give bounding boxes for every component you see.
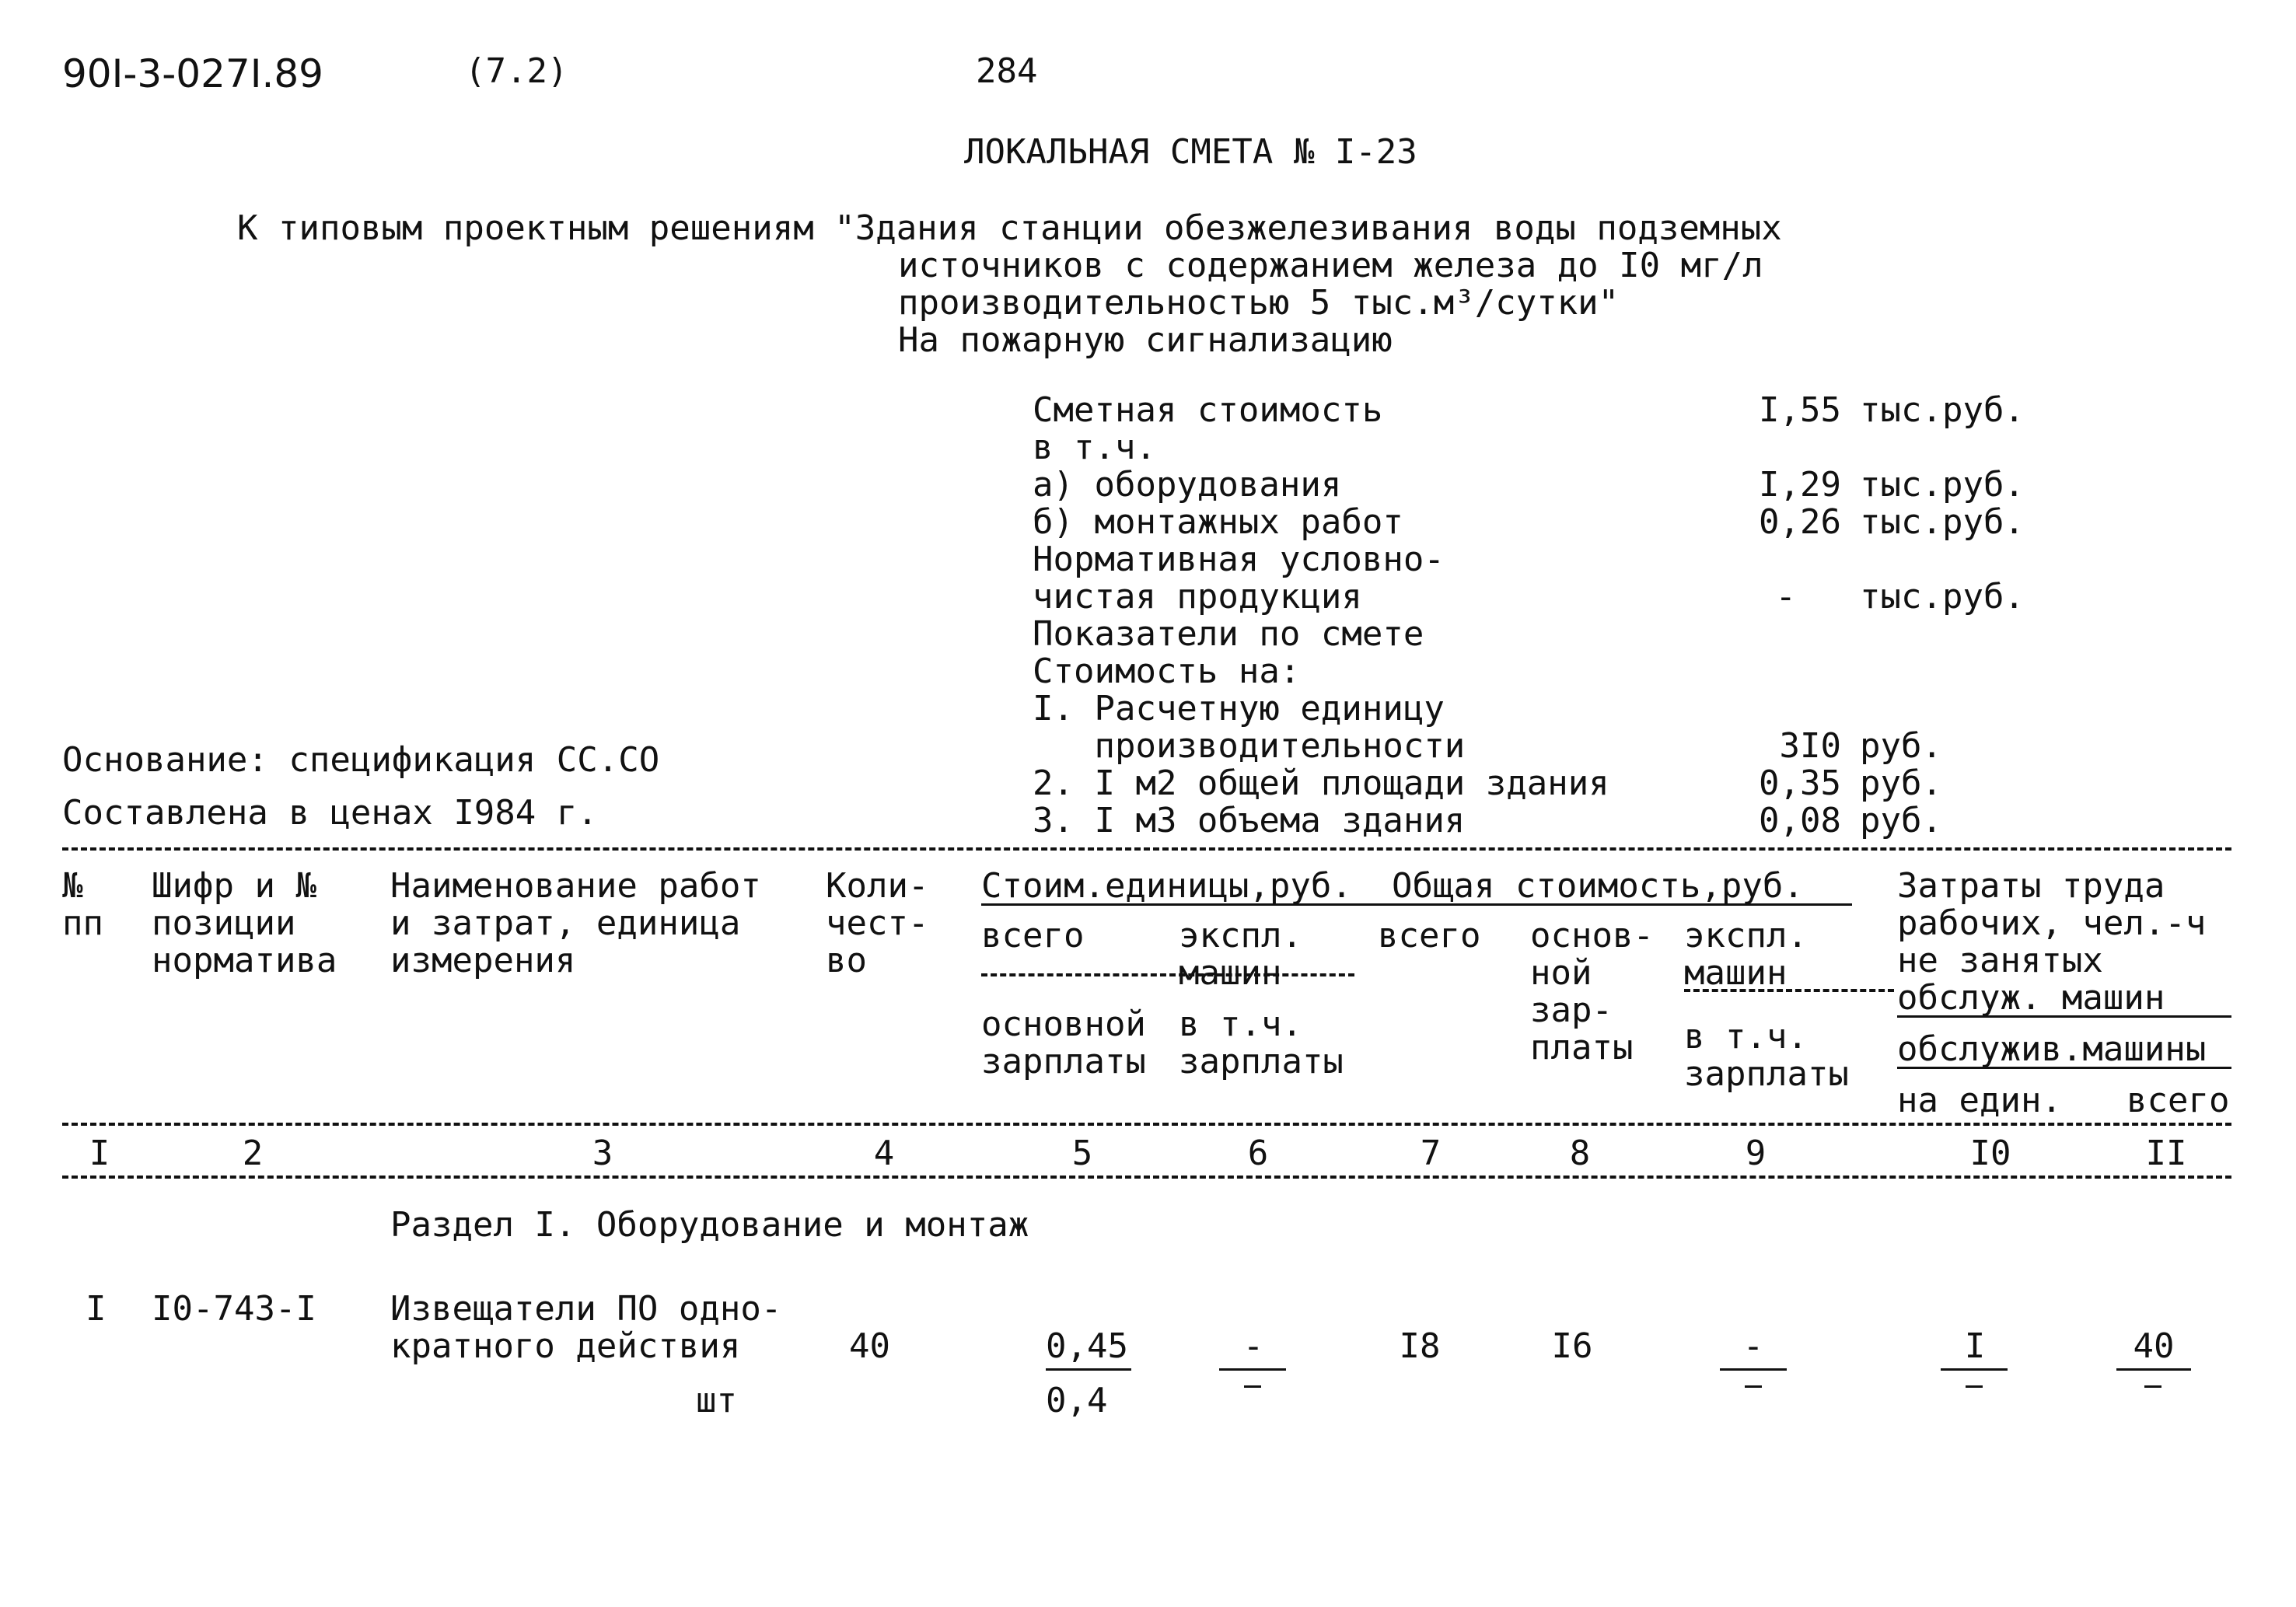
- fraction-dash: [1745, 1385, 1762, 1388]
- summary-unit: руб.: [1860, 763, 1942, 803]
- page-number: 284: [976, 51, 1038, 91]
- summary-label: производительности: [1033, 726, 1466, 766]
- col6-bottom: в т.ч.: [1179, 1004, 1302, 1044]
- col9-divider: [1684, 989, 1894, 992]
- summary-unit: руб.: [1860, 801, 1942, 840]
- summary-label: а) оборудования: [1033, 465, 1342, 505]
- labor-group: не занятых: [1897, 941, 2103, 980]
- section-title: Раздел I. Оборудование и монтаж: [390, 1205, 1029, 1245]
- item-qty: 40: [849, 1326, 890, 1366]
- col6-top: машин: [1179, 953, 1282, 993]
- col-header-name: и затрат, единица: [390, 903, 741, 943]
- summary-value: I,55: [1759, 390, 1841, 430]
- col9-bottom: в т.ч.: [1684, 1017, 1808, 1057]
- estimate-title: ЛОКАЛЬНАЯ СМЕТА № I-23: [964, 132, 1417, 172]
- col-header-code: Шифр и №: [152, 866, 316, 906]
- col9-top: экспл.: [1684, 916, 1808, 955]
- summary-unit: руб.: [1860, 726, 1942, 766]
- column-number: 2: [242, 1134, 264, 1173]
- column-number: I0: [1969, 1134, 2011, 1173]
- column-number: 9: [1745, 1134, 1767, 1173]
- unit-cost-group: Стоим.единицы,руб.: [981, 866, 1352, 906]
- col-header-name: измерения: [390, 941, 576, 980]
- subject-line-2: источников с содержанием железа до I0 мг/л: [898, 246, 1763, 285]
- item-num: I: [86, 1289, 107, 1329]
- col5-top: всего: [981, 916, 1085, 955]
- subject-line-4: На пожарную сигнализацию: [898, 320, 1393, 360]
- document-code: 90I-3-027I.89: [62, 51, 323, 96]
- col9-bottom: зарплаты: [1684, 1054, 1849, 1094]
- col6-bottom: зарплаты: [1179, 1042, 1344, 1081]
- header-mid-rule: [62, 1123, 2231, 1126]
- summary-value: 0,08: [1759, 801, 1841, 840]
- col-header-qty: во: [826, 941, 867, 980]
- column-number: 4: [873, 1134, 895, 1173]
- unit-machine-cost: -: [1242, 1326, 1264, 1366]
- item-name: кратного действия: [390, 1326, 741, 1366]
- labor-group: рабочих, чел.-ч: [1897, 903, 2207, 943]
- fraction-dash: [2144, 1385, 2161, 1388]
- col8-header: зар-: [1530, 990, 1613, 1030]
- total-machine-cost: -: [1742, 1326, 1764, 1366]
- col6-top: экспл.: [1179, 916, 1302, 955]
- labor-serv2-underline: [1897, 1067, 2231, 1069]
- col-header-qty: чест-: [826, 903, 929, 943]
- fraction-bar: [1046, 1368, 1131, 1371]
- col-header-qty: Коли-: [826, 866, 929, 906]
- labor-serv-2: обслужив.машины: [1897, 1029, 2207, 1069]
- col7-header: всего: [1378, 916, 1481, 955]
- summary-value: 3I0: [1779, 726, 1841, 766]
- summary-value: I,29: [1759, 465, 1841, 505]
- summary-unit: тыс.руб.: [1860, 502, 2025, 542]
- column-number: 6: [1247, 1134, 1269, 1173]
- labor-total: всего: [2127, 1081, 2230, 1120]
- col8-header: ной: [1530, 953, 1592, 993]
- summary-label: Стоимость на:: [1033, 652, 1301, 691]
- summary-label: 2. I м2 общей площади здания: [1033, 763, 1609, 803]
- labor-total-value: 40: [2133, 1326, 2175, 1366]
- header-bottom-rule: [62, 1176, 2231, 1179]
- item-code: I0-743-I: [152, 1289, 316, 1329]
- unit-cost-total: 0,45: [1046, 1326, 1128, 1366]
- labor-per-unit: на един.: [1897, 1081, 2062, 1120]
- col-header-name: Наименование работ: [390, 866, 761, 906]
- col5-bottom: зарплаты: [981, 1042, 1146, 1081]
- column-number: II: [2145, 1134, 2187, 1173]
- price-basis-line: Составлена в ценах I984 г.: [62, 793, 598, 833]
- subject-line-3: производительностью 5 тыс.м³/сутки": [898, 283, 1620, 323]
- summary-label: Показатели по смете: [1033, 614, 1424, 654]
- col9-top: машин: [1684, 953, 1788, 993]
- summary-label: в т.ч.: [1033, 428, 1156, 467]
- summary-unit: тыс.руб.: [1860, 465, 2025, 505]
- col5-6-divider: [981, 973, 1354, 976]
- column-number: 8: [1569, 1134, 1591, 1173]
- basis-line: Основание: спецификация СС.СО: [62, 740, 660, 780]
- unit-cost-wage: 0,4: [1046, 1381, 1108, 1420]
- col-header-code: позиции: [152, 903, 296, 943]
- summary-unit: тыс.руб.: [1860, 390, 2025, 430]
- summary-label: б) монтажных работ: [1033, 502, 1403, 542]
- summary-value: 0,26: [1759, 502, 1841, 542]
- column-number: 5: [1071, 1134, 1093, 1173]
- fraction-bar: [1219, 1368, 1286, 1371]
- summary-label: 3. I м3 объема здания: [1033, 801, 1466, 840]
- total-cost: I8: [1399, 1326, 1441, 1366]
- total-wage: I6: [1551, 1326, 1593, 1366]
- col5-bottom: основной: [981, 1004, 1146, 1044]
- fraction-dash: [1244, 1385, 1261, 1388]
- col8-header: основ-: [1530, 916, 1654, 955]
- summary-value: -: [1775, 577, 1796, 617]
- summary-value: 0,35: [1759, 763, 1841, 803]
- column-number: I: [89, 1134, 110, 1173]
- fraction-dash: [1966, 1385, 1983, 1388]
- column-number: 3: [592, 1134, 613, 1173]
- summary-label: Нормативная условно-: [1033, 540, 1445, 579]
- labor-serv-underline: [1897, 1015, 2231, 1018]
- labor-per-unit-value: I: [1964, 1326, 1986, 1366]
- summary-label: Сметная стоимость: [1033, 390, 1383, 430]
- fraction-bar: [2116, 1368, 2191, 1371]
- labor-group: Затраты труда: [1897, 866, 2165, 906]
- labor-serv: обслуж. машин: [1897, 978, 2165, 1018]
- summary-unit: тыс.руб.: [1860, 577, 2025, 617]
- subject-line-1: К типовым проектным решениям "Здания станции обезжелезивания воды подземных: [237, 208, 1782, 248]
- section-reference: (7.2): [465, 51, 568, 91]
- summary-label: I. Расчетную единицу: [1033, 689, 1445, 728]
- item-unit: шт: [696, 1381, 737, 1420]
- fraction-bar: [1941, 1368, 2008, 1371]
- total-cost-group: Общая стоимость,руб.: [1392, 866, 1804, 906]
- col8-header: платы: [1530, 1028, 1634, 1067]
- col-header-num: №: [62, 866, 83, 906]
- header-top-rule: [62, 847, 2231, 851]
- column-number: 7: [1420, 1134, 1442, 1173]
- col-header-num: пп: [62, 903, 103, 943]
- summary-label: чистая продукция: [1033, 577, 1362, 617]
- item-name: Извещатели ПО одно-: [390, 1289, 782, 1329]
- fraction-bar: [1720, 1368, 1787, 1371]
- cost-group-underline: [981, 903, 1852, 906]
- col-header-code: норматива: [152, 941, 337, 980]
